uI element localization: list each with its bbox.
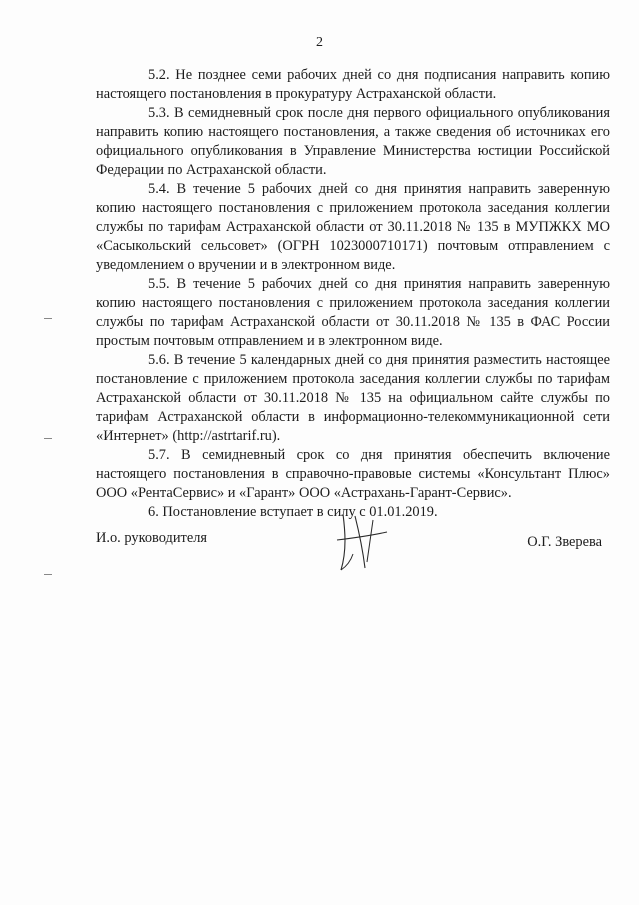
- signatory-role: И.о. руководителя: [96, 530, 208, 546]
- signatory-name: О.Г. Зверева: [527, 534, 602, 550]
- paragraph-5-2: 5.2. Не позднее семи рабочих дней со дня подписания направить копию настоящего постановления в прокуратуру Астраханской области.: [96, 67, 610, 102]
- scan-mark: [44, 438, 52, 439]
- signature-block: [96, 530, 610, 560]
- paragraph-5-4: 5.4. В течение 5 рабочих дней со дня принятия направить заверенную копию настоящего постановления с приложением протокола заседания коллегии службы по тарифам Астраханской области от 30.11.2018 № 135 в МУПЖКХ МО «Сасыкольский сельсовет» (ОГРН 1023000710171) почтовым отправлением с уведомлением о вручении и в электронном виде.: [96, 181, 610, 273]
- paragraph-5-3: 5.3. В семидневный срок после дня первого официального опубликования направить копию настоящего постановления, а также сведения об источниках его официального опубликования в Управление Министерства юстиции Российской Федерации по Астраханской области.: [96, 105, 610, 178]
- paragraph-5-6: 5.6. В течение 5 календарных дней со дня принятия разместить настоящее постановление с приложением протокола заседания коллегии службы по тарифам Астраханской области от 30.11.2018 № 135 на официальном сайте службы по тарифам Астраханской области в информационно-телекоммуникационной сети «Интернет» (http://astrtarif.ru).: [96, 352, 610, 444]
- scan-mark: [44, 574, 52, 575]
- paragraph-6: 6. Постановление вступает в силу с 01.01.2019.: [148, 504, 438, 520]
- handwritten-signature: [333, 510, 393, 574]
- paragraph-5-5: 5.5. В течение 5 рабочих дней со дня принятия направить заверенную копию настоящего постановления с приложением протокола заседания коллегии службы по тарифам Астраханской области от 30.11.2018 № 135 в ФАС России простым почтовым отправлением и в электронном виде.: [96, 276, 610, 349]
- document-body: [96, 66, 610, 522]
- scan-mark: [44, 318, 52, 319]
- page-number: 2: [316, 35, 323, 50]
- paragraph-5-7: 5.7. В семидневный срок со дня принятия обеспечить включение настоящего постановления в справочно-правовые системы «Консультант Плюс» ООО «РентаСервис» и «Гарант» ООО «Астрахань-Гарант-Сервис».: [96, 447, 610, 501]
